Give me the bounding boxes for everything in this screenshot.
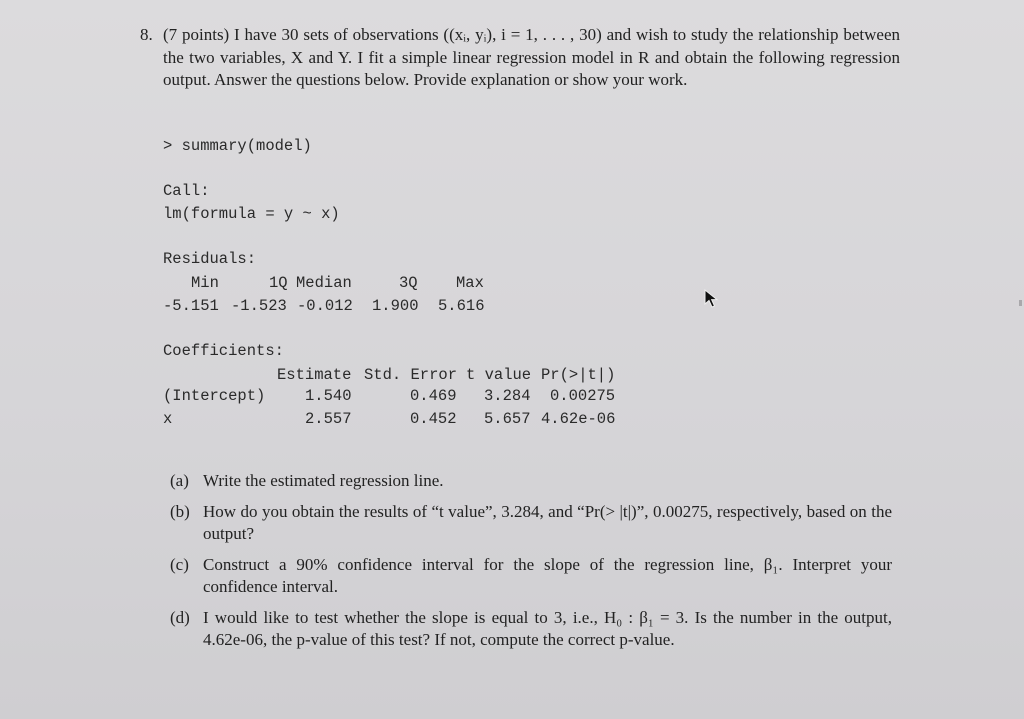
coef-header: Estimate xyxy=(277,366,352,384)
r-command: > summary(model) xyxy=(163,137,312,155)
call-formula: lm(formula = y ~ x) xyxy=(163,205,340,223)
coefficients-label: Coefficients: xyxy=(163,342,284,360)
question-part-d xyxy=(170,607,892,652)
problem-text: (7 points) I have 30 sets of observations ((xᵢ, yᵢ), i = 1, . . . , 30) and wish to study the relationship between the two variables, X and Y. I fit a simple linear regression model in R and obtain the following regression output. Answer the questions below. Provide explanation or show your work. xyxy=(163,25,900,89)
part-label: (b) xyxy=(170,501,190,521)
residual-header: 1Q xyxy=(269,274,288,292)
question-part-a xyxy=(170,470,892,493)
residual-header: Min xyxy=(191,274,219,292)
question-part-b xyxy=(170,501,892,546)
problem-statement xyxy=(140,24,900,92)
call-label: Call: xyxy=(163,182,210,200)
residual-value: -5.151 xyxy=(163,297,219,315)
part-text: Construct a 90% confidence interval for the slope of the regression line, β₁. Interpret your confidence interval. xyxy=(203,554,892,596)
part-text: Write the estimated regression line. xyxy=(203,471,444,490)
part-text: I would like to test whether the slope is equal to 3, i.e., H₀ : β₁ = 3. Is the number in the output, 4.62e-06, the p-value of this test? If not, compute the correct p-value. xyxy=(203,607,892,649)
part-label: (c) xyxy=(170,554,189,574)
coef-std-error: 0.452 xyxy=(410,410,457,428)
coef-p-value: 4.62e-06 xyxy=(541,410,616,428)
part-label: (a) xyxy=(170,471,189,490)
residual-value: -1.523 xyxy=(231,297,287,315)
coef-row-name: (Intercept) xyxy=(163,387,266,405)
coef-header: t value xyxy=(466,366,532,384)
coef-header: Pr(>|t|) xyxy=(541,366,616,384)
residual-header: 3Q xyxy=(399,274,418,292)
coef-header: Std. Error xyxy=(364,366,458,384)
coef-estimate: 1.540 xyxy=(305,387,352,405)
coef-estimate: 2.557 xyxy=(305,410,352,428)
residual-value: -0.012 xyxy=(297,297,353,315)
residual-value: 1.900 xyxy=(372,297,419,315)
question-parts xyxy=(170,470,892,660)
coef-t-value: 3.284 xyxy=(484,387,531,405)
residuals-label: Residuals: xyxy=(163,250,257,268)
coef-p-value: 0.00275 xyxy=(550,387,616,405)
residual-header: Max xyxy=(456,274,484,292)
question-part-c xyxy=(170,554,892,599)
part-label: (d) xyxy=(170,607,190,627)
part-text: How do you obtain the results of “t value”, 3.284, and “Pr(> |t|)”, 0.00275, respectively, based on the output? xyxy=(203,501,892,543)
coef-t-value: 5.657 xyxy=(484,410,531,428)
coef-std-error: 0.469 xyxy=(410,387,457,405)
edge-mark xyxy=(1019,300,1022,306)
mouse-pointer-icon xyxy=(704,289,720,309)
residual-header: Median xyxy=(296,274,352,292)
coef-row-name: x xyxy=(163,410,173,428)
problem-number: 8. xyxy=(140,25,153,44)
residual-value: 5.616 xyxy=(438,297,485,315)
